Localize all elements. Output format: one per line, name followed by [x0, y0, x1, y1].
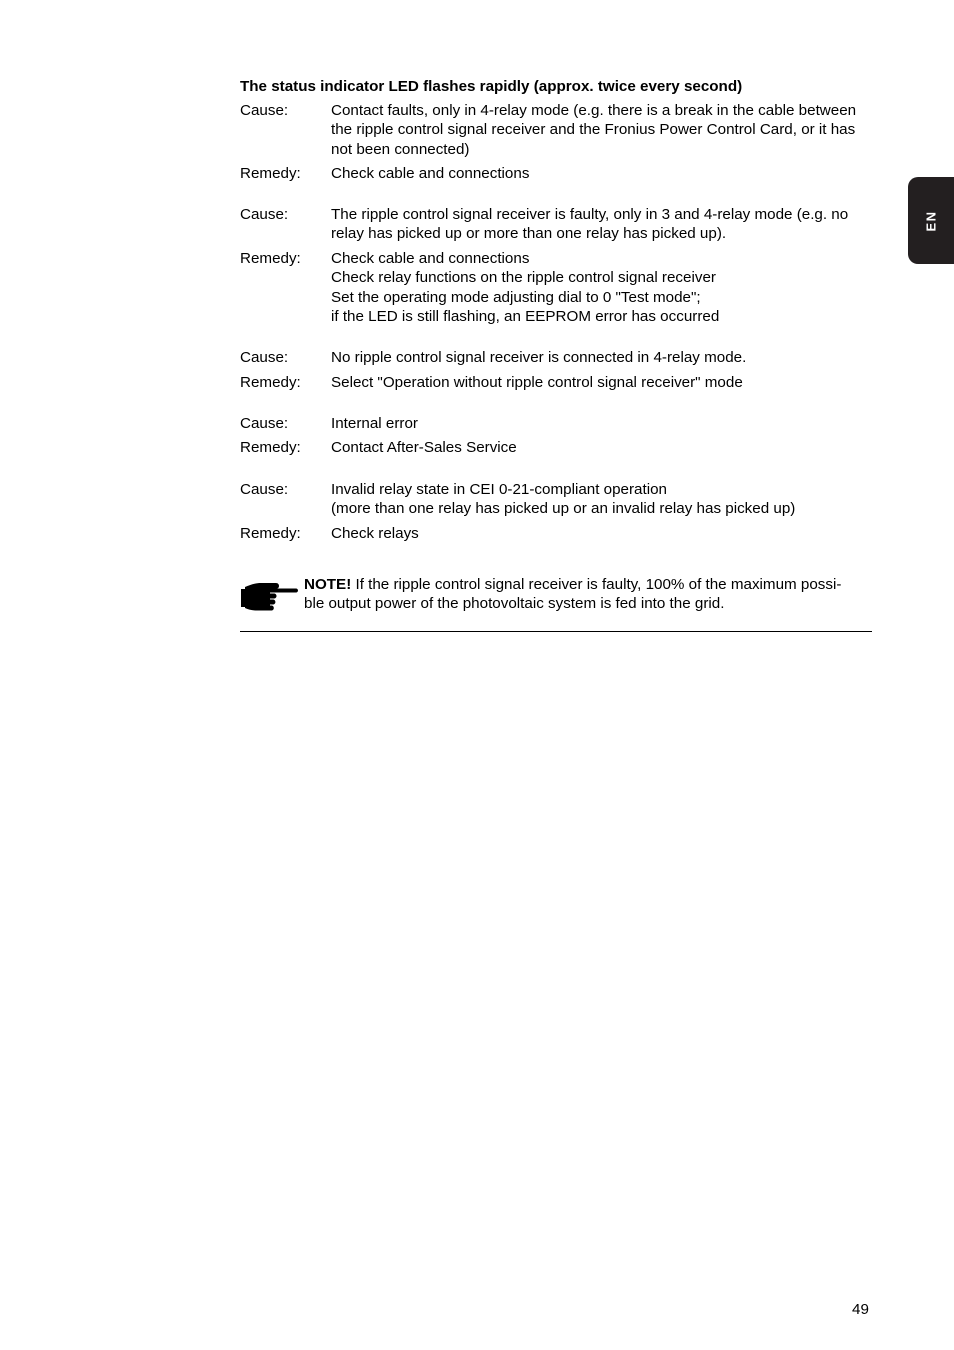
- entry-text: [331, 373, 876, 392]
- entry-line: Invalid relay state in CEI 0-21-compliant operation: [331, 481, 667, 498]
- entry-label: Remedy:: [240, 374, 301, 391]
- entry-line: Set the operating mode adjusting dial to 0 "Test mode";: [331, 288, 701, 306]
- entry-label: Remedy:: [240, 439, 301, 456]
- entry-line: Check relay functions on the ripple control signal receiver: [331, 269, 716, 287]
- entry-text: [331, 205, 876, 244]
- entry-line: Contact faults, only in 4-relay mode (e.g. there is a break in the cable between: [331, 102, 857, 119]
- language-tab: [908, 177, 954, 264]
- entry-line: No ripple control signal receiver is connected in 4-relay mode.: [331, 349, 747, 366]
- entry-line: not been connected): [331, 140, 470, 158]
- entry-text: [331, 414, 876, 433]
- entry-text: [331, 438, 876, 457]
- entry-line: (more than one relay has picked up or an invalid relay has picked up): [331, 500, 796, 518]
- entry-text: [331, 348, 876, 367]
- entry-text: [331, 101, 876, 159]
- note-label: NOTE!: [304, 576, 352, 593]
- entry-line: relay has picked up or more than one relay has picked up).: [331, 225, 727, 243]
- entry-label: Remedy:: [240, 250, 301, 267]
- note-sentence: If the ripple control signal receiver is faulty, 100% of the maximum possi-: [351, 576, 842, 593]
- entry-label: Remedy:: [240, 165, 301, 182]
- entry-line: Check relays: [331, 525, 419, 542]
- language-tab-label: EN: [923, 209, 939, 232]
- note-line: ble output power of the photovoltaic system is fed into the grid.: [304, 595, 725, 613]
- entry-label: Cause:: [240, 481, 289, 498]
- entry-label: Remedy:: [240, 525, 301, 542]
- pointing-hand-icon: [240, 580, 298, 612]
- entry-text: [331, 524, 876, 543]
- entry-label: Cause:: [240, 415, 289, 432]
- entry-line: if the LED is still flashing, an EEPROM error has occurred: [331, 307, 720, 325]
- entry-text: [331, 249, 876, 326]
- entry-line: Select "Operation without ripple control signal receiver" mode: [331, 374, 743, 391]
- entry-line: Contact After-Sales Service: [331, 439, 517, 456]
- entry-line: The ripple control signal receiver is faulty, only in 3 and 4-relay mode (e.g. no: [331, 206, 849, 223]
- entry-text: [331, 480, 876, 519]
- entry-line: Internal error: [331, 415, 418, 432]
- section-heading: The status indicator LED flashes rapidly (approx. twice every second): [240, 78, 743, 95]
- note-line: [304, 575, 874, 594]
- entry-text: [331, 164, 876, 183]
- section-divider: [240, 631, 872, 632]
- entry-line: Check cable and connections: [331, 250, 530, 267]
- entry-label: Cause:: [240, 349, 289, 366]
- entry-label: Cause:: [240, 206, 289, 223]
- note-text: [304, 575, 874, 614]
- page-number: 49: [852, 1301, 869, 1318]
- entry-line: Check cable and connections: [331, 165, 530, 182]
- entry-line: the ripple control signal receiver and the Fronius Power Control Card, or it has: [331, 121, 856, 139]
- entry-label: Cause:: [240, 102, 289, 119]
